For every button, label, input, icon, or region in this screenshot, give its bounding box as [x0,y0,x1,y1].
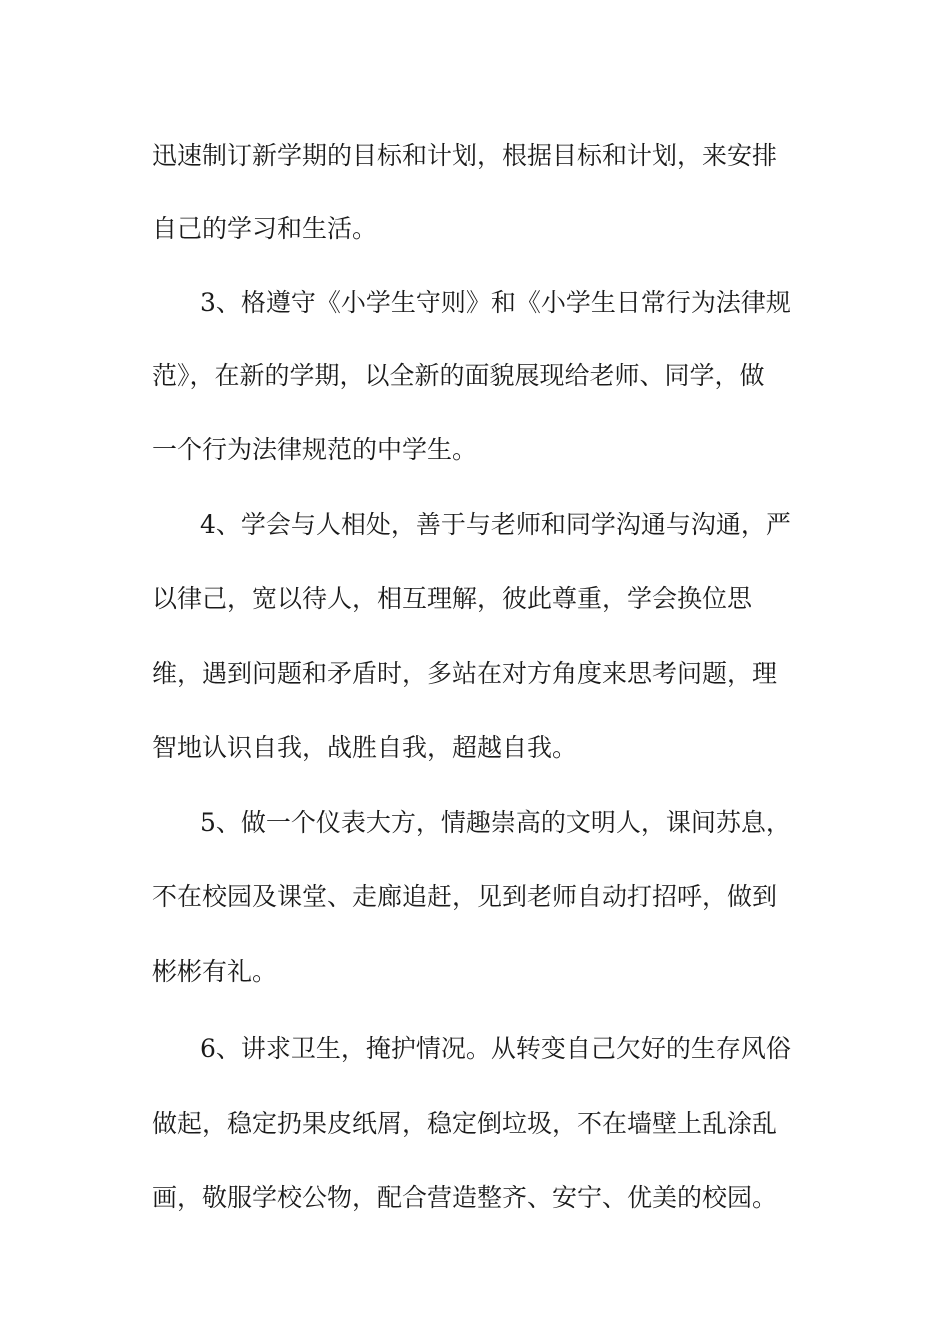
text-line: 画，敬服学校公物，配合营造整齐、安宁、优美的校园。 [152,1183,778,1212]
text-line: 彬彬有礼。 [152,957,278,986]
text-line: 以律己，宽以待人，相互理解，彼此尊重，学会换位思 [152,584,753,613]
text-line: 做起，稳定扔果皮纸屑，稳定倒垃圾，不在墙壁上乱涂乱 [152,1109,778,1138]
text-line: 范》，在新的学期，以全新的面貌展现给老师、同学，做 [152,361,765,390]
paragraph-item-3-line: 3、格遵守《小学生守则》和《小学生日常行为法律规 [200,288,791,317]
text-line: 不在校园及课堂、走廊追赶，见到老师自动打招呼，做到 [152,882,778,911]
paragraph-item-6-line: 6、讲求卫生，掩护情况。从转变自己欠好的生存风俗 [200,1034,791,1063]
text-line: 自己的学习和生活。 [152,214,378,243]
text-line: 维，遇到问题和矛盾时，多站在对方角度来思考问题，理 [152,659,778,688]
text-line: 迅速制订新学期的目标和计划，根据目标和计划，来安排 [152,141,778,170]
text-line: 一个行为法律规范的中学生。 [152,435,478,464]
text-line: 智地认识自我，战胜自我，超越自我。 [152,733,578,762]
paragraph-item-4-line: 4、学会与人相处，善于与老师和同学沟通与沟通，严 [200,510,791,539]
paragraph-item-5-line: 5、做一个仪表大方，情趣崇高的文明人，课间苏息， [200,808,791,837]
